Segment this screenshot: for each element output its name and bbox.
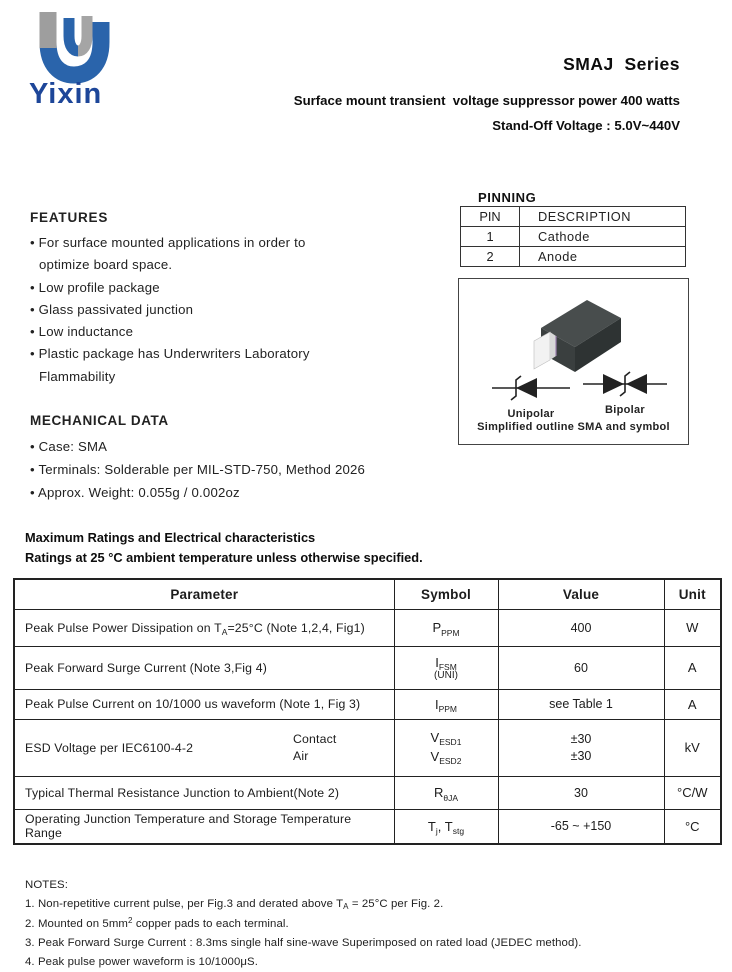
- ratings-header-row: [14, 579, 721, 609]
- notes-section: [25, 876, 582, 972]
- unipolar-label: Unipolar: [507, 408, 555, 420]
- unit-cell: A: [664, 646, 721, 689]
- symbol-cell: $P_{PPM}$: [394, 609, 498, 646]
- description-column-header: DESCRIPTION: [520, 207, 686, 227]
- pin-column-header: PIN: [461, 207, 520, 227]
- unit-cell: kV: [664, 719, 721, 776]
- note-line: 4. Peak pulse power waveform is 10/1000μS.: [25, 956, 259, 969]
- parameter-cell: ESD Voltage per IEC6100-4-2 Contact Air: [14, 719, 394, 776]
- page-title: SMAJ Series: [563, 54, 680, 74]
- parameter-cell: Peak Forward Surge Current (Note 3,Fig 4): [14, 646, 394, 689]
- unit-cell: °C: [664, 809, 721, 844]
- mechanical-line: • Terminals: Solderable per MIL-STD-750, Method 2026: [30, 462, 366, 477]
- logo-inner-u-gray: [78, 16, 87, 51]
- symbol-column-header: Symbol: [394, 579, 498, 609]
- note-line: 1. Non-repetitive current pulse, per Fig.3 and derated above $T_A = 25^\circ C$ per Fig. 2.: [25, 897, 444, 912]
- esd-conditions: Contact Air: [293, 731, 337, 763]
- feature-line: • Low inductance: [30, 324, 134, 340]
- unit-cell: A: [664, 689, 721, 719]
- note-line: 3. Peak Forward Surge Current : 8.3ms single half sine-wave Superimposed on rated load (JEDEC method).: [25, 937, 582, 950]
- package-outline-box: [458, 278, 689, 445]
- logo-inner-u-blue: [69, 18, 78, 51]
- value-cell: 60: [498, 646, 664, 689]
- package-terminal: [534, 332, 550, 369]
- table-row: [14, 609, 721, 646]
- table-row: [14, 689, 721, 719]
- feature-line: • Plastic package has Underwriters Laboratory: [30, 346, 310, 362]
- mechanical-data-heading: MECHANICAL DATA: [30, 413, 169, 428]
- unit-cell: °C/W: [664, 776, 721, 809]
- parameter-cell: Typical Thermal Resistance Junction to Ambient(Note 2): [14, 776, 394, 809]
- table-row: [14, 809, 721, 844]
- pinning-heading: PINNING: [478, 190, 537, 205]
- parameter-column-header: Parameter: [14, 579, 394, 609]
- value-cell: 400: [498, 609, 664, 646]
- feature-line: • Glass passivated junction: [30, 301, 194, 317]
- mechanical-line: • Approx. Weight: 0.055g / 0.002oz: [30, 485, 240, 500]
- ratings-heading-line2: Ratings at 25 °C ambient temperature unless otherwise specified.: [25, 550, 423, 565]
- symbol-cell: $I_{PPM}$: [394, 689, 498, 719]
- pinning-table: [460, 206, 686, 267]
- doc-subtitle: Surface mount transient voltage suppressor power 400 watts: [293, 93, 680, 108]
- ratings-heading-line1: Maximum Ratings and Electrical characteristics: [25, 530, 316, 545]
- yixin-logo: [28, 8, 143, 108]
- table-row: [14, 719, 721, 776]
- unit-column-header: Unit: [664, 579, 721, 609]
- feature-line: Flammability: [39, 368, 116, 384]
- parameter-cell: Peak Pulse Power Dissipation on $T_A=25^\circ C$ (Note 1,2,4, Fig1): [14, 609, 394, 646]
- value-cell: see Table 1: [498, 689, 664, 719]
- ratings-table: [13, 578, 722, 845]
- outline-caption: Simplified outline SMA and symbol: [477, 421, 670, 433]
- note-line: 2. Mounted on $5mm^2$ copper pads to each terminal.: [25, 916, 289, 930]
- symbol-cell: $R_{\theta JA}$: [394, 776, 498, 809]
- table-row: [461, 227, 686, 247]
- table-row: [461, 247, 686, 267]
- value-cell: 30: [498, 776, 664, 809]
- pin-number: 1: [461, 227, 520, 247]
- bipolar-symbol-block: [579, 371, 671, 416]
- sma-package-image: [527, 291, 627, 377]
- bipolar-diode-icon: [583, 371, 667, 398]
- pin-description: Anode: [520, 247, 686, 267]
- unipolar-diode-icon: [492, 375, 570, 402]
- value-cell: -65 ~ +150: [498, 809, 664, 844]
- feature-line: • Low profile package: [30, 279, 160, 295]
- feature-line: • For surface mounted applications in order to: [30, 235, 306, 250]
- notes-heading: NOTES:: [25, 879, 69, 891]
- value-column-header: Value: [498, 579, 664, 609]
- unit-cell: W: [664, 609, 721, 646]
- pin-number: 2: [461, 247, 520, 267]
- bipolar-label: Bipolar: [605, 404, 645, 416]
- feature-line: optimize board space.: [39, 257, 173, 273]
- table-row: [14, 646, 721, 689]
- table-row: [14, 776, 721, 809]
- unipolar-symbol-block: [485, 375, 577, 420]
- package-terminal-side: [550, 332, 556, 360]
- parameter-cell: Peak Pulse Current on 10/1000 us waveform (Note 1, Fig 3): [14, 689, 394, 719]
- mechanical-data-list: [30, 435, 365, 504]
- features-heading: FEATURES: [30, 210, 109, 225]
- pin-description: Cathode: [520, 227, 686, 247]
- value-cell: ±30 ±30: [498, 719, 664, 776]
- logo-brand-text: Yixin: [29, 78, 103, 108]
- standoff-voltage: Stand-Off Voltage : 5.0V~440V: [492, 118, 680, 133]
- symbol-cell: $V_{ESD1}$ $V_{ESD2}$: [394, 719, 498, 776]
- parameter-cell: Operating Junction Temperature and Storage Temperature Range: [14, 809, 394, 844]
- mechanical-line: • Case: SMA: [30, 439, 108, 454]
- symbol-cell: $I_{FSM}$ (UNI): [394, 646, 498, 689]
- pinning-header-row: [461, 207, 686, 227]
- features-list: [30, 232, 310, 388]
- symbol-cell: $T_j$, $T_{stg}$: [394, 809, 498, 844]
- ratings-heading: [25, 528, 423, 568]
